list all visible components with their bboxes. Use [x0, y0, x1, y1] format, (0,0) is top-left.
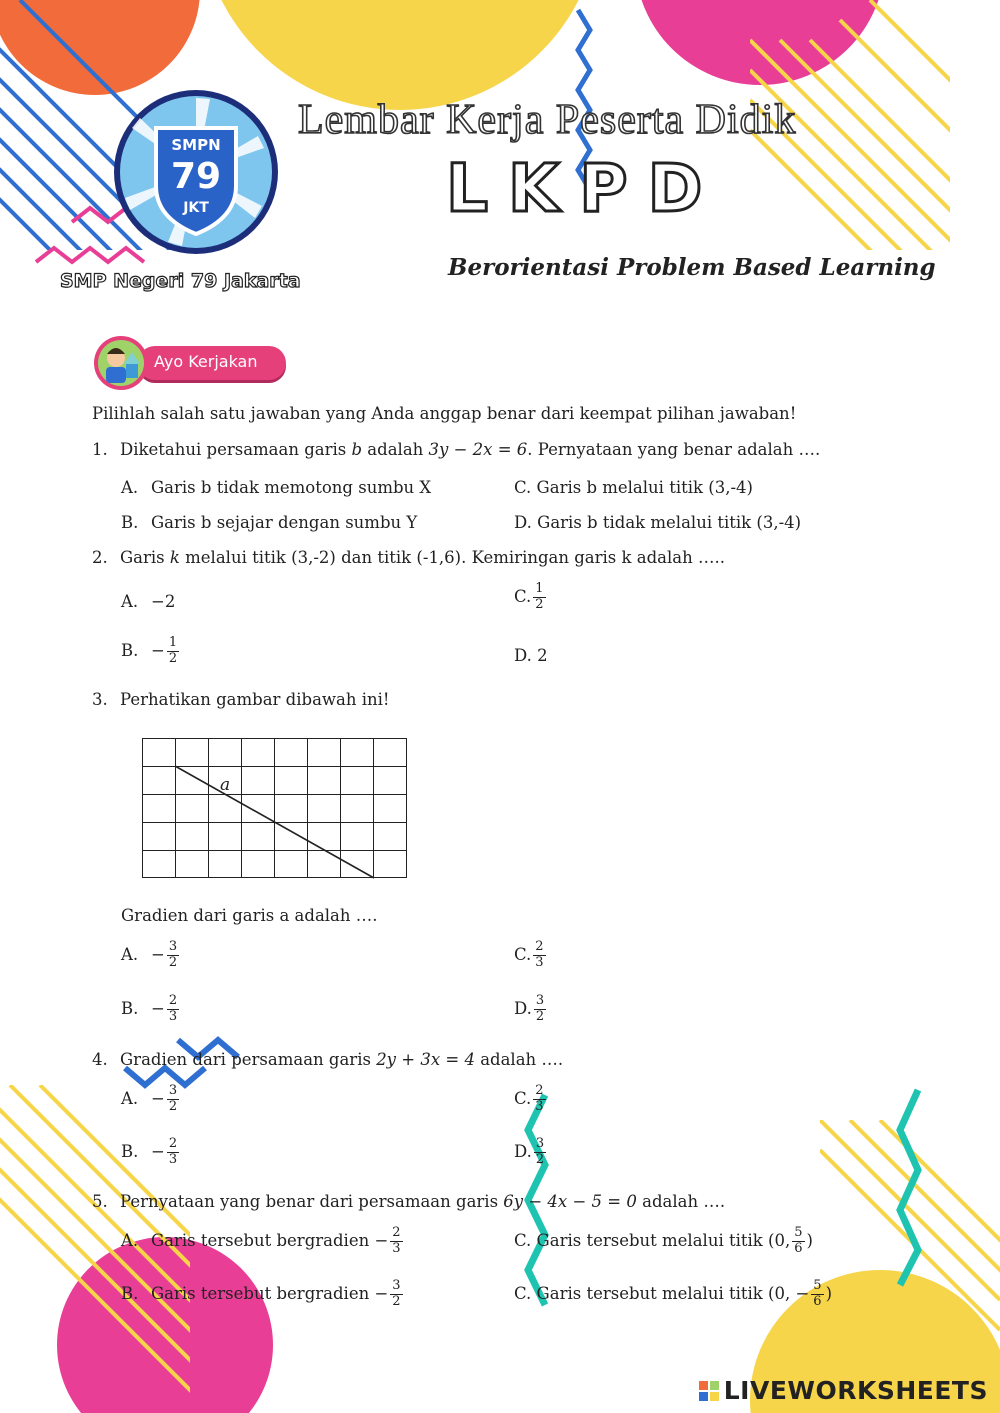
question-1: 1. Diketahui persamaan garis b adalah 3y − 2x = 6. Pernyataan yang benar adalah …. [92, 440, 821, 459]
school-name: SMP Negeri 79 Jakarta [60, 270, 301, 292]
q2-option-b[interactable]: B. − $\frac{1}{2}$ [121, 635, 178, 666]
liveworksheets-icon [699, 1381, 719, 1401]
instruction: Pilihlah salah satu jawaban yang Anda anggap benar dari keempat pilihan jawaban! [92, 404, 797, 423]
brand-name: LIVEWORKSHEETS [723, 1376, 988, 1405]
q5-option-d[interactable]: C. Garis tersebut melalui titik (0, − $\frac{5}{6}$ ) [514, 1278, 833, 1309]
fraction: $\frac{5}{6}$ [794, 1225, 803, 1256]
fraction: $\frac{3}{2}$ [535, 1136, 545, 1167]
badge-label: Ayo Kerjakan [154, 352, 258, 371]
fraction: $\frac{1}{2}$ [168, 635, 178, 666]
liveworksheets-logo[interactable] [699, 1376, 988, 1405]
grid-figure [142, 738, 408, 880]
equation: 2y + 3x = 4 [376, 1050, 475, 1069]
q3-option-c[interactable]: C. $\frac{2}{3}$ [514, 939, 544, 970]
fraction: $\frac{2}{3}$ [168, 993, 178, 1024]
q1-option-b[interactable]: B. Garis b sejajar dengan sumbu Y [121, 513, 418, 532]
q1-option-c[interactable]: C. Garis b melalui titik (3,-4) [514, 478, 753, 497]
pink-circle [635, 0, 885, 85]
question-3: 3. Perhatikan gambar dibawah ini! [92, 690, 390, 709]
q4-option-d[interactable]: D. $\frac{3}{2}$ [514, 1136, 545, 1167]
question-2: 2. Garis k melalui titik (3,-2) dan titik (-1,6). Kemiringan garis k adalah ….. [92, 548, 725, 567]
q5-option-c[interactable]: C. Garis tersebut melalui titik (0, $\frac{5}{6}$ ) [514, 1225, 813, 1256]
ayo-kerjakan-badge [92, 334, 288, 392]
logo-top-text: SMPN [171, 136, 221, 154]
school-logo [112, 88, 280, 256]
page-title: Lembar Kerja Peserta Didik [298, 97, 797, 143]
q3-option-a[interactable]: A. − $\frac{3}{2}$ [121, 939, 178, 970]
q4-option-a[interactable]: A. − $\frac{3}{2}$ [121, 1083, 178, 1114]
fraction: $\frac{3}{2}$ [392, 1278, 401, 1309]
fraction: $\frac{2}{3}$ [535, 1083, 544, 1114]
q1-option-a[interactable]: A. Garis b tidak memotong sumbu X [121, 478, 432, 497]
q4-option-c[interactable]: C. $\frac{2}{3}$ [514, 1083, 544, 1114]
question-4: 4. Gradien dari persamaan garis 2y + 3x = 4 adalah …. [92, 1050, 564, 1069]
q5-option-a[interactable]: A. Garis tersebut bergradien − $\frac{2}{3}$ [121, 1225, 401, 1256]
fraction: $\frac{3}{2}$ [168, 1083, 178, 1114]
question-number: 4. [92, 1050, 108, 1069]
pink-circle-bottom [57, 1237, 273, 1413]
question-number: 3. [92, 690, 108, 709]
blue-zigzag-bottom [125, 1068, 205, 1085]
fraction: $\frac{2}{3}$ [168, 1136, 178, 1167]
page-acronym: LKPD [446, 150, 723, 227]
q4-option-b[interactable]: B. − $\frac{2}{3}$ [121, 1136, 178, 1167]
q3-option-b[interactable]: B. − $\frac{2}{3}$ [121, 993, 178, 1024]
fraction: $\frac{3}{2}$ [535, 993, 545, 1024]
q2-option-c[interactable]: C. $\frac{1}{2}$ [514, 581, 544, 612]
line-label: a [220, 775, 231, 795]
fraction: $\frac{3}{2}$ [168, 939, 178, 970]
q2-option-d[interactable]: D. 2 [514, 646, 548, 665]
student-avatar-icon [92, 334, 150, 392]
q2-option-a[interactable]: A. −2 [121, 592, 176, 611]
question-number: 5. [92, 1192, 108, 1211]
equation: 3y − 2x = 6 [428, 440, 528, 459]
equation: 6y − 4x − 5 = 0 [503, 1192, 637, 1211]
logo-number: 79 [170, 156, 222, 197]
page-subtitle: Berorientasi Problem Based Learning [448, 254, 936, 281]
question-number: 2. [92, 548, 108, 567]
fraction: $\frac{5}{6}$ [813, 1278, 822, 1309]
fraction: $\frac{2}{3}$ [535, 939, 544, 970]
q1-option-d[interactable]: D. Garis b tidak melalui titik (3,-4) [514, 513, 802, 532]
variable: b [351, 440, 363, 459]
variable: k [169, 548, 180, 567]
fraction: $\frac{2}{3}$ [392, 1225, 401, 1256]
question-number: 1. [92, 440, 108, 459]
logo-bottom-text: JKT [183, 200, 209, 216]
question-3-prompt: Gradien dari garis a adalah …. [121, 906, 378, 925]
q5-option-b[interactable]: B. Garis tersebut bergradien − $\frac{3}{2}$ [121, 1278, 401, 1309]
q3-option-d[interactable]: D. $\frac{3}{2}$ [514, 993, 545, 1024]
question-5: 5. Pernyataan yang benar dari persamaan garis 6y − 4x − 5 = 0 adalah …. [92, 1192, 726, 1211]
fraction: $\frac{1}{2}$ [535, 581, 544, 612]
